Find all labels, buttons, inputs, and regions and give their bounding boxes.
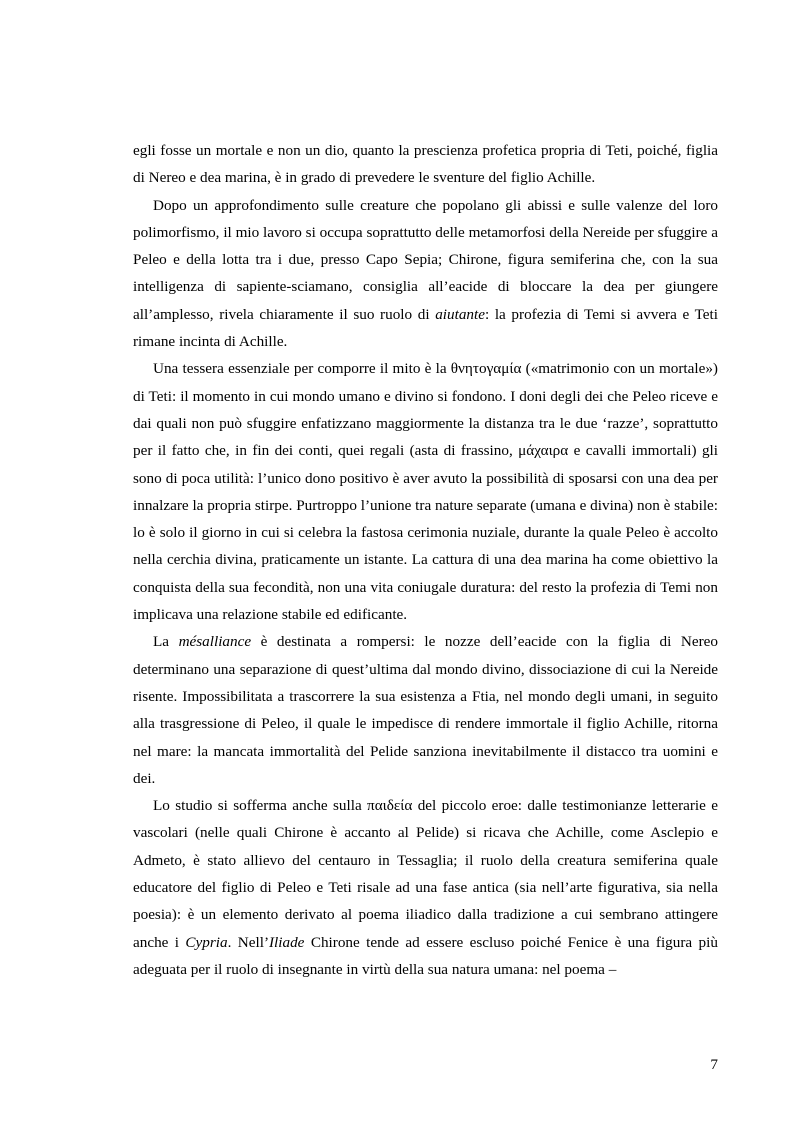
text-run: Chirone tende ad essere escluso poiché Fenice è una figura più adeguata per il ruolo di insegnante in virtù della sua natura umana: nel poema –: [133, 933, 718, 978]
text-run: Una tessera essenziale per comporre il mito è la θνητογαμία («matrimonio con un mortale») di Teti: il momento in cui mondo umano e divino si fondono. I doni degli dei che Peleo riceve e dai quali non può sfuggire enfatizzano maggiormente la distanza tra le due ‘razze’, soprattutto per il fatto che, in fin dei conti, quei regali (asta di frassino, μάχαιρα e cavalli immortali) gli sono di poca utilità: l’unico dono positivo è aver avuto la possibilità di sposarsi con una dea per innalzare la propria stirpe. Purtroppo l’unione tra nature separate (umana e divina) non è stabile: lo è solo il giorno in cui si celebra la fastosa cerimonia nuziale, durante la quale Peleo è accolto nella cerchia divina, praticamente un istante. La cattura di una dea marina ha come obiettivo la conquista della sua fecondità, non una vita coniugale duratura: del resto la profezia di Temi non implicava una relazione stabile ed edificante.: [133, 360, 718, 624]
italic-text-run: Cypria: [185, 933, 228, 951]
text-run: La: [153, 633, 179, 651]
text-run: è destinata a rompersi: le nozze dell’eacide con la figlia di Nereo determinano una separazione di quest’ultima dal mondo divino, dissociazione di cui la Nereide risente. Impossibilitata a trascorrere la sua esistenza a Ftia, nel mondo degli umani, in seguito alla trasgressione di Peleo, il quale le impedisce di rendere immortale il figlio Achille, ritorna nel mare: la mancata immortalità del Pelide sanziona inevitabilmente il distacco tra uomini e dei.: [133, 633, 718, 787]
paragraph-3: [133, 355, 718, 628]
paragraph-2: [133, 192, 718, 356]
text-run: : la profezia di Temi si avvera e Teti rimane incinta di Achille.: [133, 305, 718, 351]
page-number: 7: [710, 1056, 718, 1073]
italic-text-run: aiutante: [435, 305, 485, 323]
paragraph-4: [133, 628, 718, 792]
text-run: Lo studio si sofferma anche sulla παιδεία del piccolo eroe: dalle testimonianze letterarie e vascolari (nelle quali Chirone è accanto al Pelide) si ricava che Achille, come Asclepio e Admeto, è stato allievo del centauro in Tessaglia; il ruolo della creatura semiferina quale educatore del figlio di Peleo e Teti risale ad una fase antica (sia nell’arte figurativa, sia nella poesia): è un elemento derivato al poema iliadico dalla tradizione a cui sembrano attingere anche i: [133, 797, 718, 951]
italic-text-run: Iliade: [269, 933, 305, 951]
text-run: egli fosse un mortale e non un dio, quanto la prescienza profetica propria di Teti, poiché, figlia di Nereo e dea marina, è in grado di prevedere le sventure del figlio Achille.: [133, 142, 718, 187]
page-body: [133, 137, 718, 983]
italic-text-run: mésalliance: [178, 633, 252, 651]
paragraph-1: [133, 137, 718, 192]
text-run: Dopo un approfondimento sulle creature che popolano gli abissi e sulle valenze del loro polimorfismo, il mio lavoro si occupa soprattutto delle metamorfosi della Nereide per sfuggire a Peleo e della lotta tra i due, presso Capo Sepia; Chirone, figura semiferina che, con la sua intelligenza di sapiente-sciamano, consiglia all’eacide di bloccare la dea per giungere all’amplesso, rivela chiaramente il suo ruolo di: [133, 196, 718, 323]
paragraph-5: [133, 792, 718, 983]
text-run: . Nell’: [227, 933, 269, 951]
